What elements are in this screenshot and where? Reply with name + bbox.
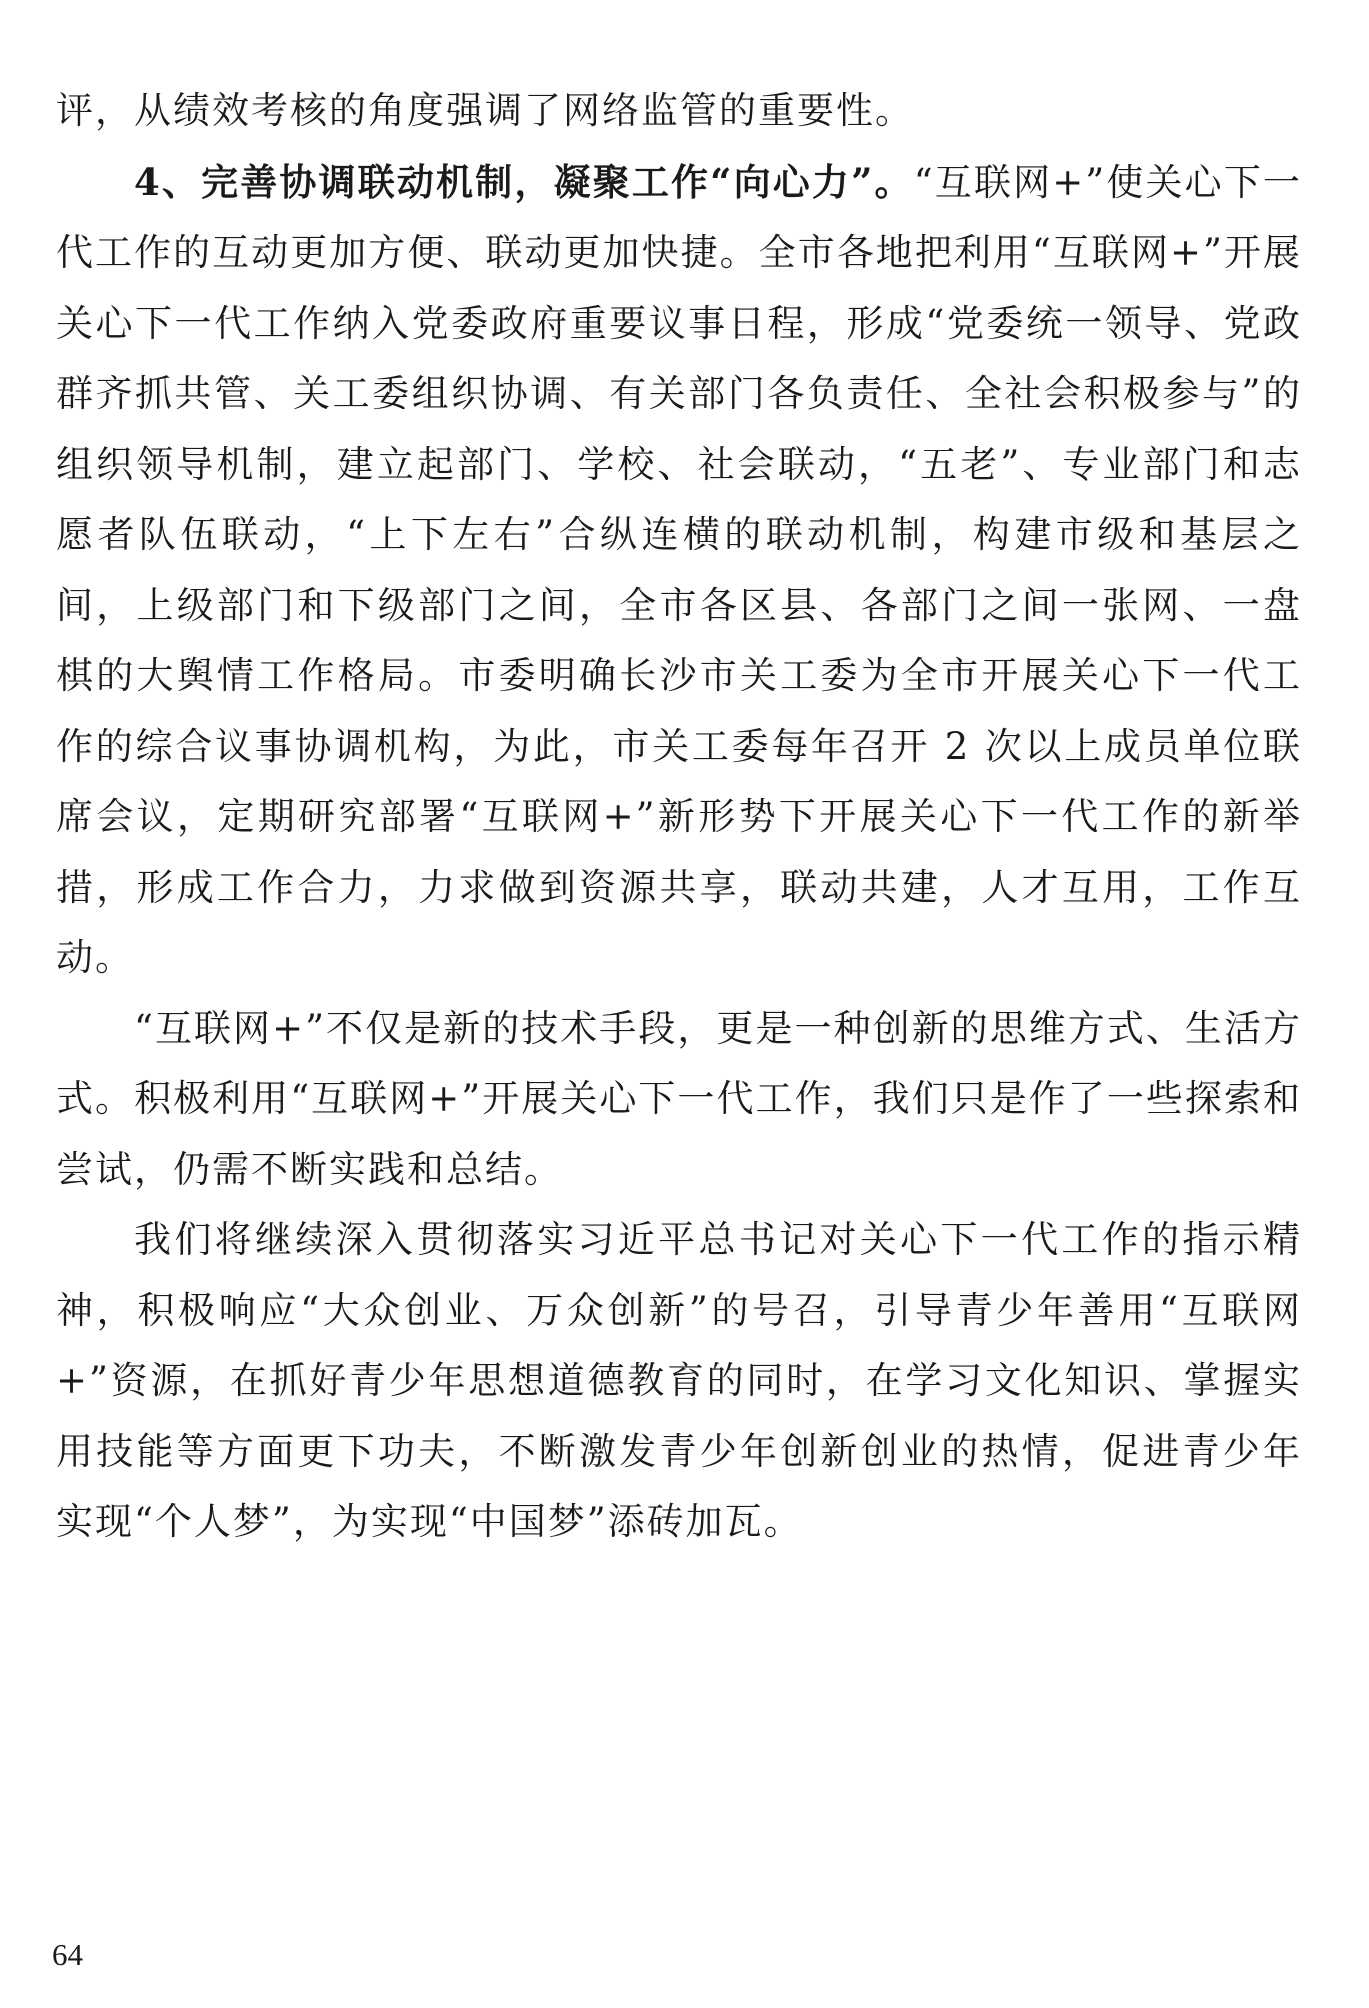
paragraph-4 xyxy=(56,1205,1302,1558)
paragraph-1-text: 评，从绩效考核的角度强调了网络监管的重要性。 xyxy=(56,89,914,132)
page-number: 64 xyxy=(52,1937,83,1972)
section-heading-4: 4、完善协调联动机制，凝聚工作“向心力”。 xyxy=(134,159,914,204)
paragraph-2 xyxy=(56,147,1302,994)
document-body xyxy=(56,76,1302,1558)
paragraph-3-text: “互联网+”不仅是新的技术手段，更是一种创新的思维方式、生活方式。积极利用“互联网+”开展关心下一代工作，我们只是作了一些探索和尝试，仍需不断实践和总结。 xyxy=(56,1006,1302,1191)
paragraph-3 xyxy=(56,994,1302,1206)
paragraph-1 xyxy=(56,76,1302,147)
paragraph-4-text: 我们将继续深入贯彻落实习近平总书记对关心下一代工作的指示精神，积极响应“大众创业、万众创新”的号召，引导青少年善用“互联网+”资源，在抓好青少年思想道德教育的同时，在学习文化知识、掌握实用技能等方面更下功夫，不断激发青少年创新创业的热情，促进青少年实现“个人梦”，为实现“中国梦”添砖加瓦。 xyxy=(56,1218,1302,1543)
paragraph-2-text: “互联网+”使关心下一代工作的互动更加方便、联动更加快捷。全市各地把利用“互联网+”开展关心下一代工作纳入党委政府重要议事日程，形成“党委统一领导、党政群齐抓共管、关工委组织协调、有关部门各负责任、全社会积极参与”的组织领导机制，建立起部门、学校、社会联动，“五老”、专业部门和志愿者队伍联动，“上下左右”合纵连横的联动机制，构建市级和基层之间，上级部门和下级部门之间，全市各区县、各部门之间一张网、一盘棋的大舆情工作格局。市委明确长沙市关工委为全市开展关心下一代工作的综合议事协调机构，为此，市关工委每年召开 2 次以上成员单位联席会议，定期研究部署“互联网+”新形势下开展关心下一代工作的新举措，形成工作合力，力求做到资源共享，联动共建，人才互用，工作互动。 xyxy=(56,160,1302,979)
